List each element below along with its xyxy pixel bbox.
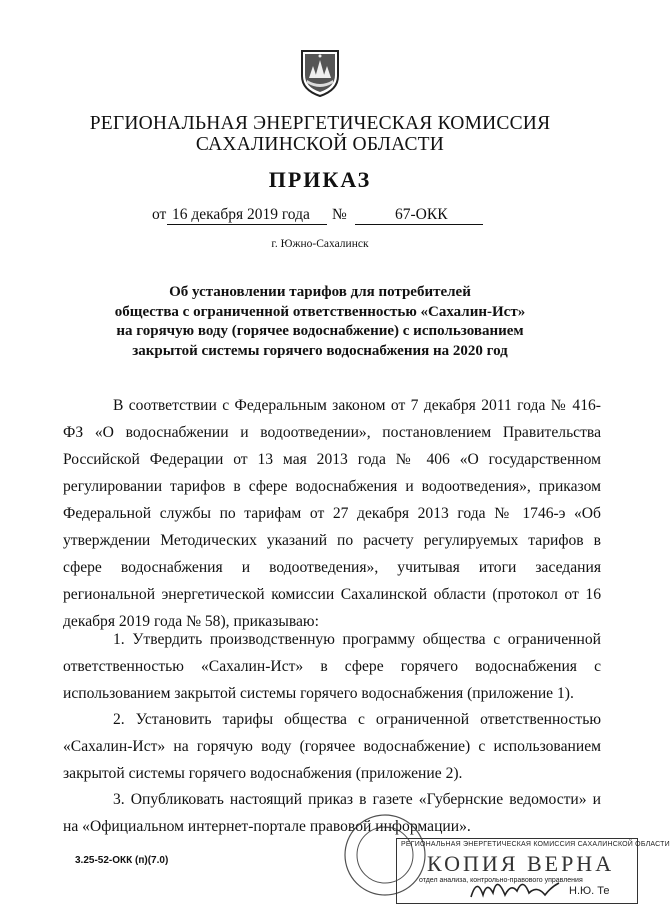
item-3-text: 3. Опубликовать настоящий приказ в газете «Губернские ведомости» и на «Официальном интернет-портале правовой информации». (63, 791, 601, 835)
item-2-paragraph (63, 706, 601, 787)
date-number-line (0, 206, 640, 228)
item-2-text: 2. Установить тарифы общества с ограниченной ответственностью «Сахалин-Ист» на горячую воду (горячее водоснабжение) с использованием закрытой системы горячего водоснабжения (приложение 2). (63, 711, 601, 782)
subject-line3: на горячую воду (горячее водоснабжение) с использованием (116, 323, 524, 339)
subject-line4: закрытой системы горячего водоснабжения на 2020 год (132, 342, 508, 359)
coat-of-arms-icon (299, 48, 341, 98)
stamp-label: КОПИЯ ВЕРНА (427, 851, 615, 876)
document-type-title: ПРИКАЗ (268, 167, 372, 192)
subject-line1: Об установлении тарифов для потребителей (169, 284, 471, 300)
date-prefix: от (152, 206, 167, 223)
document-date: 16 декабря 2019 года (167, 206, 327, 225)
document-subject (80, 283, 560, 361)
city-name: г. Южно-Сахалинск (271, 238, 369, 250)
subject-line2: общества с ограниченной ответственностью «Сахалин-Ист» (114, 303, 526, 320)
certified-copy-stamp (396, 838, 670, 904)
preamble-paragraph (63, 392, 601, 635)
item-3-paragraph (63, 786, 601, 840)
item-1-text: 1. Утвердить производственную программу общества с ограниченной ответственностью «Сахалин-Ист» в сфере горячего водоснабжения с использованием закрытой системы горячего водоснабжения (приложение 1). (63, 631, 601, 702)
stamp-department: отдел анализа, контрольно-правового управления (419, 877, 583, 884)
number-sign: № (332, 206, 347, 223)
document-number: 67-ОКК (355, 206, 483, 225)
item-1-paragraph (63, 626, 601, 707)
organization-name-line1: РЕГИОНАЛЬНАЯ ЭНЕРГЕТИЧЕСКАЯ КОМИССИЯ (89, 113, 551, 134)
stamp-organization: РЕГИОНАЛЬНАЯ ЭНЕРГЕТИЧЕСКАЯ КОМИССИЯ САХАЛИНСКОЙ ОБЛАСТИ (401, 841, 670, 848)
organization-name-line2: САХАЛИНСКОЙ ОБЛАСТИ (195, 134, 445, 155)
preamble-text: В соответствии с Федеральным законом от 7 декабря 2011 года № 416-ФЗ «О водоснабжении и водоотведении», постановлением Правительства Российской Федерации от 13 мая 2013 года № 406 «О государственном регулировании тарифов в сфере водоснабжения и водоотведения», приказом Федеральной службы по тарифам от 27 декабря 2013 года № 1746-э «Об утверждении Методических указаний по расчету регулируемых тарифов в сфере водоснабжения и водоотведения», учитывая итоги заседания региональной энергетической комиссии Сахалинской области (протокол от 16 декабря 2019 года № 58), приказываю: (63, 397, 601, 630)
stamp-signer-name: Н.Ю. Те (569, 885, 610, 897)
handwritten-signature (467, 873, 562, 903)
document-code: 3.25-52-ОКК (п)(7.0) (75, 855, 169, 866)
